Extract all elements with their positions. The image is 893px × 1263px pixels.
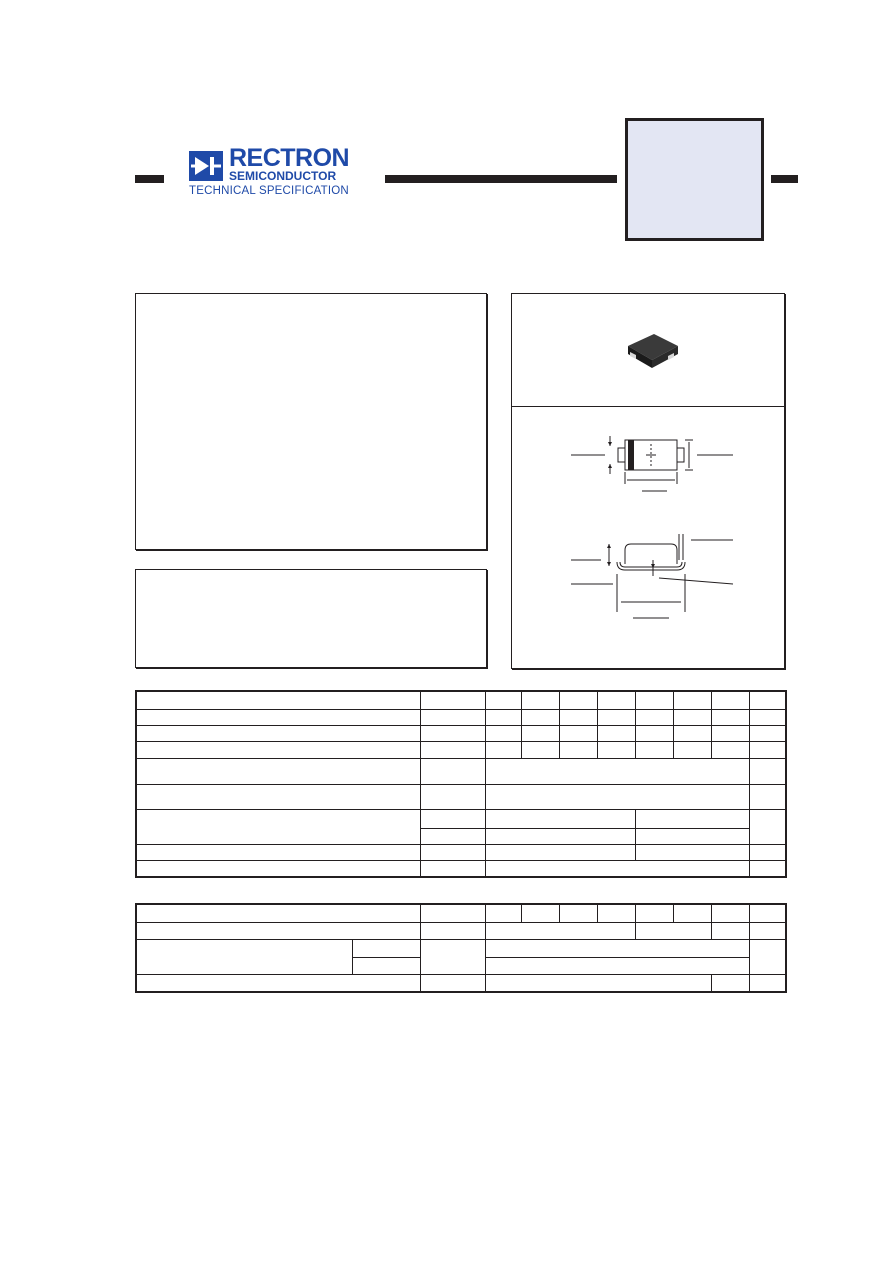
table-rule: [521, 905, 522, 922]
table-rule: [137, 725, 785, 726]
table-rule: [749, 692, 750, 876]
table-rule: [485, 692, 486, 876]
features-box: [135, 293, 487, 550]
table-rule: [521, 692, 522, 758]
table-rule: [559, 692, 560, 758]
maximum-ratings-table: [135, 690, 787, 878]
package-side-view-drawing-icon: [567, 532, 737, 624]
table-rule: [485, 957, 749, 958]
diode-logo-icon: [189, 151, 223, 181]
table-rule: [597, 692, 598, 758]
table-rule: [352, 957, 420, 958]
header-rule-left: [135, 175, 164, 183]
table-rule: [420, 692, 421, 876]
header-rule-right: [771, 175, 798, 183]
brand-subtitle: SEMICONDUCTOR: [229, 169, 337, 183]
part-number-box: [625, 118, 764, 241]
table-rule: [420, 828, 750, 829]
table-rule: [485, 905, 486, 991]
table-rule: [137, 709, 785, 710]
table-rule: [635, 809, 636, 860]
smd-package-photo-icon: [624, 330, 682, 372]
package-divider: [512, 406, 784, 407]
table-rule: [711, 974, 712, 991]
table-rule: [711, 905, 712, 939]
table-rule: [137, 784, 785, 785]
table-rule: [137, 922, 785, 923]
table-rule: [137, 741, 785, 742]
table-rule: [137, 974, 785, 975]
table-rule: [673, 692, 674, 758]
mechanical-data-box: [135, 569, 487, 668]
header-rule-middle: [385, 175, 617, 183]
table-rule: [559, 905, 560, 922]
table-rule: [137, 844, 785, 845]
brand-name: RECTRON: [229, 144, 350, 172]
table-rule: [673, 905, 674, 922]
table-rule: [749, 905, 750, 991]
table-rule: [352, 939, 353, 974]
package-outline-box: [511, 293, 785, 669]
table-rule: [597, 905, 598, 922]
table-rule: [137, 860, 785, 861]
electrical-characteristics-table: [135, 903, 787, 993]
spec-title: TECHNICAL SPECIFICATION: [189, 185, 349, 197]
table-rule: [137, 758, 785, 759]
table-rule: [420, 905, 421, 991]
table-rule: [635, 692, 636, 758]
brand-logo: [189, 144, 369, 201]
table-rule: [137, 939, 785, 940]
table-rule: [137, 809, 785, 810]
table-rule: [635, 905, 636, 939]
table-rule: [711, 692, 712, 758]
package-top-view-drawing-icon: [567, 434, 737, 496]
